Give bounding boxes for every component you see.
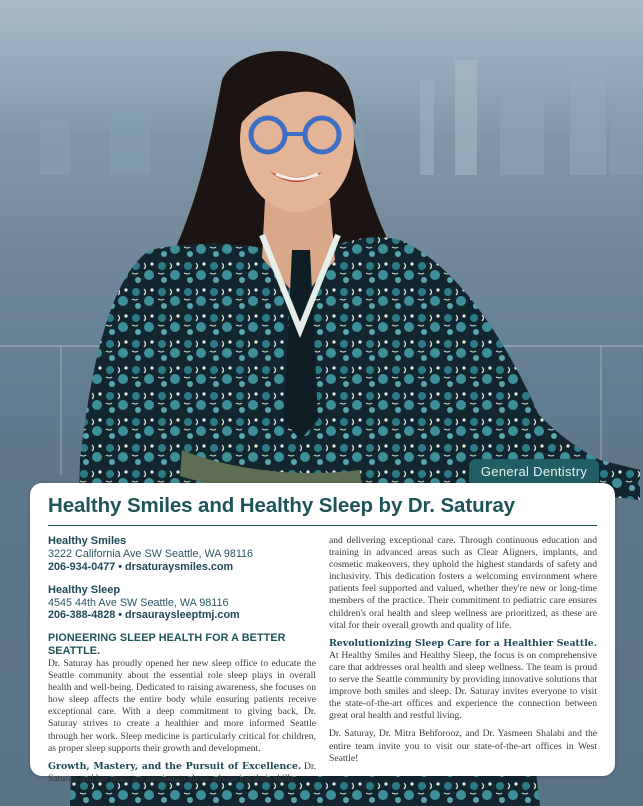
paragraph-intro: Dr. Saturay has proudly opened her new sleep office to educate the Seattle community about the essential role sleep plays in overall health and well-being. Dedicated to raising awareness, she focuses on how sleep affects the entire body while ensuring patients receive exceptional care. With a deep commitment to giving back, Dr. Saturay strives to create a healthier and more informed Seattle through her work. Sleep medicine is particularly critical for children, as proper sleep supports their growth and development.	[48, 658, 316, 754]
paragraph-revolutionizing	[329, 638, 597, 723]
article-columns	[48, 535, 597, 791]
article-card	[30, 483, 615, 784]
paragraph-growth	[48, 761, 316, 785]
business-contact[interactable]: 206-934-0477 • drsaturaysmiles.com	[48, 560, 234, 573]
business-block-sleep	[48, 584, 316, 623]
category-badge	[469, 459, 599, 483]
business-name: Healthy Sleep	[48, 583, 121, 596]
article-title: Healthy Smiles and Healthy Sleep by Dr. Saturay	[48, 494, 515, 517]
business-address: 4545 44th Ave SW Seattle, WA 98116	[48, 596, 229, 609]
paragraph-lead: Growth, Mastery, and the Pursuit of Excellence.	[48, 760, 302, 772]
category-label: General Dentistry	[480, 463, 588, 479]
business-block-smiles	[48, 535, 316, 574]
business-address: 3222 California Ave SW Seattle, WA 98116	[48, 548, 254, 560]
paragraph-body: Dr. Saturay and her team are passionate about advancing their skills	[48, 760, 317, 784]
right-column	[329, 535, 597, 791]
paragraph-invitation: Dr. Saturay, Dr. Mitra Behforooz, and Dr. Yasmeen Shalabi and the entire team invite you to visit our state-of-the-art offices in West Seattle!	[329, 728, 597, 764]
business-contact[interactable]: 206-388-4828 • drsauraysleeptmj.com	[48, 609, 240, 621]
paragraph-lead: Revolutionizing Sleep Care for a Healthier Seattle.	[329, 637, 597, 649]
business-name: Healthy Smiles	[48, 535, 127, 547]
paragraph-care: and delivering exceptional care. Through continuous education and training in advanced areas such as Clear Aligners, implants, and cosmetic makeovers, they uphold the highest standards of safety and inclusivity. This dedication fosters a welcoming environment where patients feel supported and valued, whether they're new or long-time members of the practice. Their commitment to pediatric care ensures children's oral health and sleep wellness are prioritized, as these are vital for their overall growth and quality of life.	[329, 535, 597, 631]
title-divider	[48, 525, 597, 526]
paragraph-body: At Healthy Smiles and Healthy Sleep, the focus is on comprehensive care that addresses oral health and sleep wellness. The team is proud to serve the Seattle community by providing innovative solutions that improve both smiles and sleep. Dr. Saturay invites everyone to visit the state-of-the-art offices and experience the connection between great oral health and restful living.	[329, 649, 597, 722]
section-heading: PIONEERING SLEEP HEALTH FOR A BETTER SEATTLE.	[48, 632, 286, 657]
left-column	[48, 535, 316, 791]
